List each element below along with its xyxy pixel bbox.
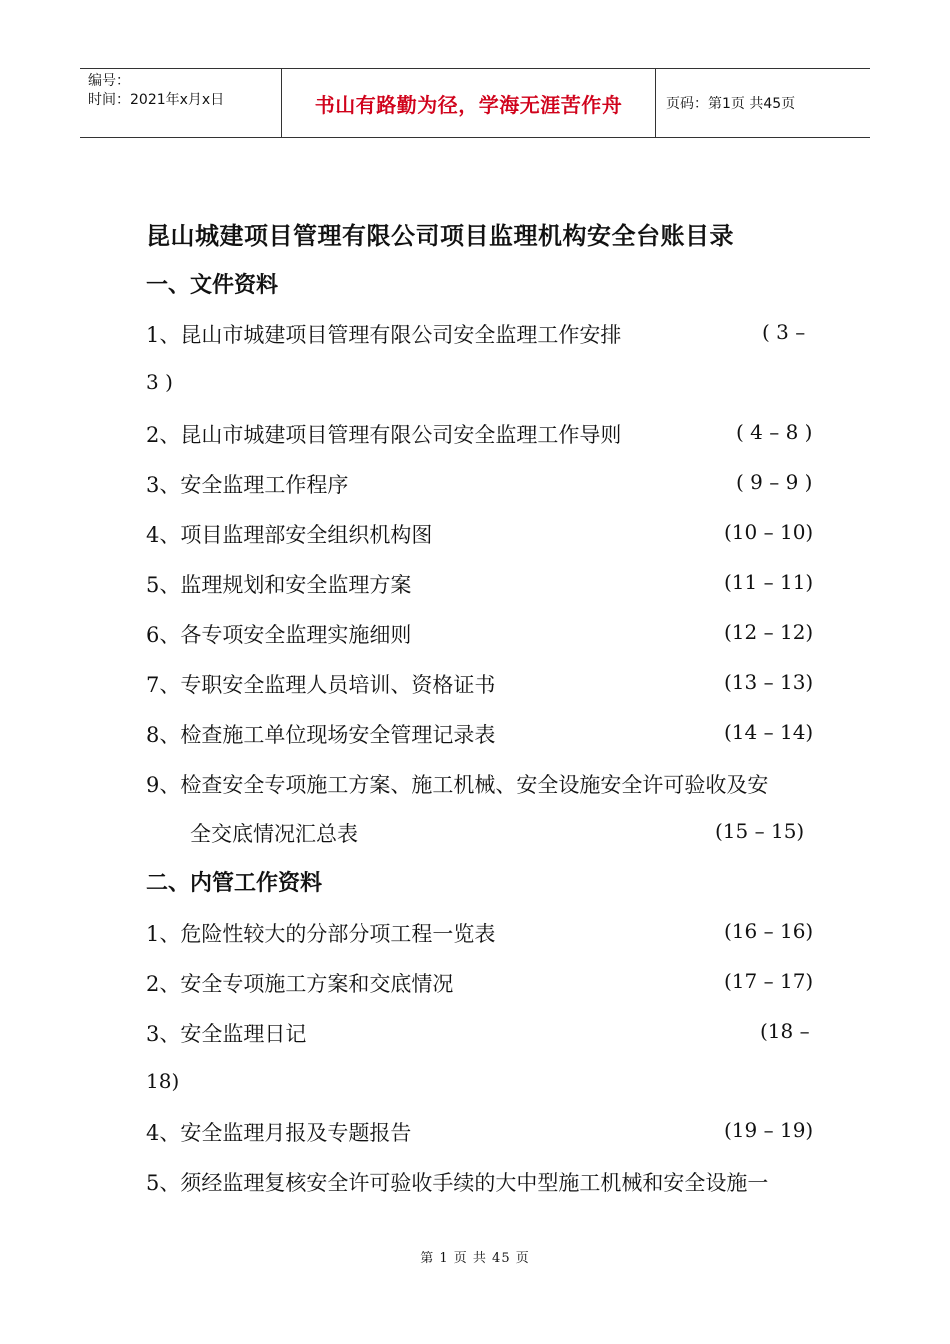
section-heading-files: 一、文件资料 <box>146 272 279 298</box>
toc-entry-text: 9、检查安全专项施工方案、施工机械、安全设施安全许可验收及安 <box>146 773 769 797</box>
toc-entry[interactable] <box>146 469 813 499</box>
toc-entry[interactable] <box>146 1167 768 1197</box>
toc-entry-text: 7、专职安全监理人员培训、资格证书 <box>146 673 496 697</box>
toc-entry-pages: (19 – 19) <box>724 1118 814 1142</box>
toc-entry-continued[interactable] <box>190 818 805 848</box>
toc-entry[interactable] <box>146 719 814 749</box>
header-meta <box>80 69 282 137</box>
toc-entry-pages: ( 3 – <box>762 320 806 344</box>
toc-entry[interactable] <box>146 1018 810 1048</box>
toc-entry-pages-wrap: 3 ) <box>146 370 173 394</box>
time-label: 时间：2021年x月x日 <box>88 92 225 108</box>
document-title: 昆山城建项目管理有限公司项目监理机构安全台账目录 <box>146 221 734 250</box>
toc-entry-text: 3、安全监理日记 <box>146 1022 307 1046</box>
page-footer: 第 1 页 共 45 页 <box>420 1251 530 1266</box>
toc-entry[interactable] <box>146 968 814 998</box>
toc-entry-pages: (15 – 15) <box>715 819 805 843</box>
toc-entry[interactable] <box>146 419 813 449</box>
header-page-info: 页码：第1页 共45页 <box>666 96 796 112</box>
toc-entry[interactable] <box>146 319 806 349</box>
toc-entry-pages: (12 – 12) <box>724 620 814 644</box>
toc-entry[interactable] <box>146 569 814 599</box>
toc-entry[interactable] <box>146 1117 814 1147</box>
toc-entry-text: 5、须经监理复核安全许可验收手续的大中型施工机械和安全设施一 <box>146 1171 769 1195</box>
toc-entry-text: 6、各专项安全监理实施细则 <box>146 623 412 647</box>
toc-entry-pages: ( 4 – 8 ) <box>736 420 813 444</box>
section-heading-internal: 二、内管工作资料 <box>146 870 323 896</box>
toc-entry-text: 5、监理规划和安全监理方案 <box>146 573 412 597</box>
toc-entry-pages: (18 – <box>760 1019 810 1043</box>
toc-entry-pages: (14 – 14) <box>724 720 814 744</box>
toc-entry-pages: ( 9 – 9 ) <box>736 470 813 494</box>
toc-entry-text-cont: 全交底情况汇总表 <box>190 822 358 846</box>
toc-entry-pages: (13 – 13) <box>724 670 814 694</box>
toc-entry-pages-wrap: 18) <box>146 1069 180 1093</box>
number-label: 编号： <box>88 73 130 89</box>
toc-entry-text: 3、安全监理工作程序 <box>146 473 349 497</box>
toc-entry-text: 8、检查施工单位现场安全管理记录表 <box>146 723 496 747</box>
toc-entry-pages: (11 – 11) <box>724 570 814 594</box>
header-motto: 书山有路勤为径，学海无涯苦作舟 <box>282 69 656 137</box>
toc-entry[interactable] <box>146 519 814 549</box>
toc-entry-text: 2、昆山市城建项目管理有限公司安全监理工作导则 <box>146 423 622 447</box>
toc-entry-pages: (10 – 10) <box>724 520 814 544</box>
toc-entry[interactable] <box>146 769 768 799</box>
toc-entry-text: 1、危险性较大的分部分项工程一览表 <box>146 922 496 946</box>
toc-entry[interactable] <box>146 619 814 649</box>
page-header <box>80 68 870 138</box>
toc-entry-text: 2、安全专项施工方案和交底情况 <box>146 972 454 996</box>
toc-entry-text: 1、昆山市城建项目管理有限公司安全监理工作安排 <box>146 323 622 347</box>
toc-entry-text: 4、安全监理月报及专题报告 <box>146 1121 412 1145</box>
toc-entry[interactable] <box>146 669 814 699</box>
toc-entry-pages: (16 – 16) <box>724 919 814 943</box>
toc-entry[interactable] <box>146 918 814 948</box>
toc-entry-pages: (17 – 17) <box>724 969 814 993</box>
toc-entry-text: 4、项目监理部安全组织机构图 <box>146 523 433 547</box>
